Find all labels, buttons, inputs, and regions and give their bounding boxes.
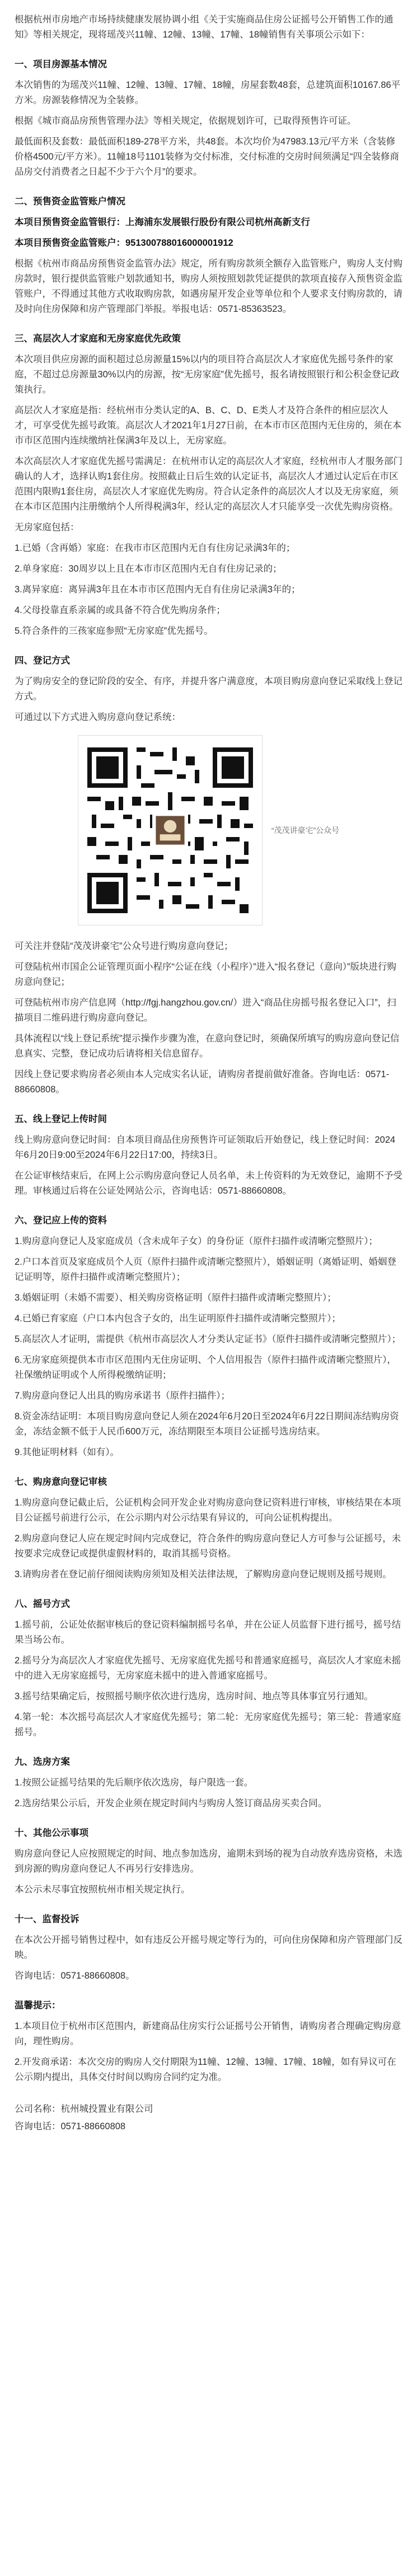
section-6-list-item: 2.户口本首页及家庭成员个人页（原件扫描件或清晰完整照片），婚姻证明（离婚证明、婚姻登记证明等，原件扫描件或清晰完整照片）； (15, 1257, 397, 1282)
section-2-paragraph: 根据《杭州市商品房预售资金监管办法》规定，所有购房款须全额存入监管账户，购房人支付购房款时，银行提供监管账户划款通知书，购房人须按照划款凭证提供的款项直接存入预售资金监管账户，不得通过其他方式收取购房款，如遇房屋开发企业等单位和个人要求支付购房款的，请及时向住房保障和房产管理部门举报。举报电话：0571-85363523。 (15, 259, 402, 314)
section-3-paragraph: 本次项目供应房源的面积超过总房源量15%以内的项目符合高层次人才家庭优先摇号条件的家庭，不超过总房源量30%以内的房源，按“无房家庭”优先摇号，报名请按照银行和公积金登记政策执行。 (15, 354, 400, 395)
intro-paragraph: 根据杭州市房地产市场持续健康发展协调小组《关于实施商品住房公证摇号公开销售工作的通知》等相关规定，现将瑶茂兴11幢、12幢、13幢、17幢、18幢销售有关事项公示如下： (15, 15, 393, 40)
section-3-list-item: 2.单身家庭：30周岁以上且在本市市区范围内无自有住房记录的； (15, 564, 282, 574)
section-3-paragraph: 本次高层次人才家庭优先摇号需满足：在杭州市认定的高层次人才家庭，经杭州市人才服务部门确认的人才，选择认购1套住房。按照截止日后生效的认定证书，高层次人才通过认定后在市区范围内限购1套住房，高层次人才家庭优先购房。符合认定条件的高层次人才以及无房家庭，须在本市区范围内注册缴纳个人所得税满3年，经认定的高层次人才只能享受一次优先购房资格。 (15, 456, 402, 512)
contact-phone[interactable]: 咨询电话：0571-88660808 (15, 2121, 126, 2131)
section-4-paragraph: 可通过以下方式进入购房意向登记系统： (15, 712, 181, 722)
section-6-list-item: 5.高层次人才证明，需提供《杭州市高层次人才分类认定证书》（原件扫描件或清晰完整照片）； (15, 1334, 401, 1344)
section-6-list-item: 7.购房意向登记人出具的购房承诺书（原件扫描件）； (15, 1391, 231, 1401)
section-1-paragraph: 本次销售的为瑶茂兴11幢、12幢、13幢、17幢、18幢，房屋套数48套，总建筑面积10167.86平方米。房源装修情况为全装修。 (15, 80, 401, 105)
section-8-list-item: 3.摇号结果确定后，按照摇号顺序依次进行选房，选房时间、地点等具体事宜另行通知。 (15, 1691, 373, 1701)
section-3-list-item: 1.已婚（含再婚）家庭：在我市市区范围内无自有住房记录满3年的； (15, 543, 296, 553)
section-3-paragraph: 无房家庭包括： (15, 522, 79, 532)
section-4-paragraph: 为了购房安全的登记阶段的安全、有序，并提升客户满意度，本项目购房意向登记采取线上登记方式。 (15, 676, 402, 702)
section-3-list-item: 4.父母投靠直系亲属的或具备不符合优先购房条件； (15, 605, 226, 615)
company-name: 公司名称：杭州城投置业有限公司 (15, 2104, 153, 2114)
section-4-paragraph: 可关注并登陆“茂茂讲豪宅”公众号进行购房意向登记； (15, 941, 233, 951)
section-11-title: 十一、监督投诉 (15, 1914, 79, 1924)
section-5-paragraph: 线上购房意向登记时间：自本项目商品住房预售许可证领取后开始登记，线上登记时间：2024年6月20日9:00至2024年6月22日17:00，持续3日。 (15, 1135, 396, 1160)
section-10-paragraph: 购房意向登记人应按照规定的时间、地点参加选房，逾期未到场的视为自动放弃选房资格，未选到房源的购房意向登记人不再另行安排选房。 (15, 1849, 402, 1874)
section-8-list-item: 2.摇号分为高层次人才家庭优先摇号、无房家庭优先摇号和普通家庭摇号，高层次人才家庭未摇中的进入无房家庭摇号，无房家庭未摇中的进入普通家庭摇号。 (15, 1656, 401, 1681)
supervision-bank: 本项目预售资金监管银行：上海浦东发展银行股份有限公司杭州高新支行 (15, 217, 310, 227)
notice-paragraph: 1.本项目位于杭州市区范围内，新建商品住房实行公证摇号公开销售，请购房者合理确定购房意向，理性购房。 (15, 2021, 401, 2046)
section-10-title: 十、其他公示事项 (15, 1828, 88, 1838)
section-9-title: 九、选房方案 (15, 1757, 70, 1767)
section-1-paragraph: 根据《城市商品房预售管理办法》等相关规定，依据规划许可，已取得预售许可证。 (15, 116, 357, 126)
section-3-list-item: 5.符合条件的三孩家庭参照“无房家庭”优先摇号。 (15, 626, 213, 636)
section-9-list-item: 1.按照公证摇号结果的先后顺序依次选房，每户限选一套。 (15, 1778, 254, 1788)
section-9-list-item: 2.选房结果公示后，开发企业须在规定时间内与购房人签订商品房买卖合同。 (15, 1798, 327, 1808)
section-6-list-item: 3.婚姻证明（未婚不需要）、相关购房资格证明（原件扫描件或清晰完整照片）； (15, 1293, 336, 1303)
section-6-list-item: 8.资金冻结证明：本项目购房意向登记人须在2024年6月20日至2024年6月22日期间冻结购房资金，冻结金额不低于人民币600万元，冻结期限至本项目公证摇号选房结束。 (15, 1411, 399, 1437)
section-4-paragraph: 具体流程以“线上登记系统”提示操作步骤为准，在意向登记时，须确保所填写的购房意向登记信息真实、完整，登记成功后请将相关信息留存。 (15, 1034, 400, 1059)
section-6-list-item: 1.购房意向登记人及家庭成员（含未成年子女）的身份证（原件扫描件或清晰完整照片）； (15, 1236, 378, 1246)
section-4-title: 四、登记方式 (15, 656, 70, 666)
section-5-paragraph: 在公证审核结束后，在网上公示购房意向登记人员名单，未上传资料的为无效登记，逾期不予受理。审核通过后将在公证处网站公示，咨询电话：0571-88660808。 (15, 1171, 402, 1196)
section-3-list-item: 3.离异家庭：离异满3年且在本市市区范围内无自有住房记录满3年的； (15, 585, 301, 595)
section-5-title: 五、线上登记上传时间 (15, 1114, 107, 1124)
notice-title: 温馨提示： (15, 2000, 61, 2011)
supervision-account: 本项目预售资金监管账户：951300788016000001912 (15, 238, 233, 248)
qr-code-image[interactable] (78, 735, 263, 925)
section-3-paragraph: 高层次人才家庭是指：经杭州市分类认定的A、B、C、D、E类人才及符合条件的相应层次人才，可享受优先摇号政策。高层次人才2021年1月27日前，在本市市区范围内无住房的，须在本市市区范围内连续缴纳社保满3年及以上，无房家庭。 (15, 405, 402, 446)
section-6-title: 六、登记应上传的资料 (15, 1215, 107, 1226)
section-8-title: 八、摇号方式 (15, 1599, 70, 1609)
section-3-title: 三、高层次人才家庭和无房家庭优先政策 (15, 334, 181, 344)
section-6-list-item: 4.已婚已育家庭（户口本内包含子女的，出生证明原件扫描件或清晰完整照片）； (15, 1313, 341, 1324)
notice-paragraph: 2.开发商承诺：本次交房的购房人交付期限为11幢、12幢、13幢、17幢、18幢，如有异议可在公示期内提出，具体交付时间以购房合同约定为准。 (15, 2057, 396, 2082)
section-1-title: 一、项目房源基本情况 (15, 59, 107, 69)
footer (15, 2102, 402, 2134)
section-10-paragraph: 本公示未尽事宜按照杭州市相关规定执行。 (15, 1885, 190, 1895)
section-2-title: 二、预售资金监管账户情况 (15, 197, 125, 207)
section-4-paragraph: 因线上登记要求购房者必须由本人完成实名认证，请购房者提前做好准备。咨询电话：0571-88660808。 (15, 1069, 390, 1095)
section-6-list-item: 6.无房家庭须提供本市市区范围内无住房证明、个人信用报告（原件扫描件或清晰完整照片），社保缴纳证明或个人所得税缴纳证明； (15, 1355, 397, 1380)
qr-caption: “茂茂讲豪宅”公众号 (271, 825, 340, 835)
section-11-paragraph: 在本次公开摇号销售过程中，如有违反公开摇号规定等行为的，可向住房保障和房产管理部门反映。 (15, 1935, 402, 1960)
qr-code-icon (78, 736, 262, 925)
section-8-list-item: 4.第一轮：本次摇号高层次人才家庭优先摇号；第二轮：无房家庭优先摇号；第三轮：普通家庭摇号。 (15, 1712, 401, 1737)
qr-block (15, 735, 402, 925)
section-7-list-item: 1.购房意向登记截止后，公证机构会同开发企业对购房意向登记资料进行审核，审核结果在本项目公证摇号前进行公示，在公示期内对公示结果有异议的，可向公证机构提出。 (15, 1498, 401, 1523)
section-7-list-item: 3.请购房者在登记前仔细阅读购房须知及相关法律法规，了解购房意向登记规则及摇号规则。 (15, 1569, 392, 1579)
section-11-paragraph: 咨询电话：0571-88660808。 (15, 1971, 135, 1981)
section-7-title: 七、购房意向登记审核 (15, 1477, 107, 1487)
section-4-paragraph: 可登陆杭州市房产信息网（http://fgj.hangzhou.gov.cn/）进入“商品住房摇号报名登记入口”，扫描项目二维码进行购房意向登记。 (15, 998, 396, 1023)
section-8-list-item: 1.摇号前，公证处依据审核后的登记资料编制摇号名单，并在公证人员监督下进行摇号，摇号结果当场公布。 (15, 1620, 401, 1645)
section-4-paragraph: 可登陆杭州市国企公证管理页面小程序“公证在线（小程序）”进入“报名登记（意向）”版块进行购房意向登记； (15, 962, 396, 987)
section-7-list-item: 2.购房意向登记人应在规定时间内完成登记，符合条件的购房意向登记人方可参与公证摇号，未按要求完成登记或提供虚假材料的，取消其摇号资格。 (15, 1534, 401, 1559)
section-6-list-item: 9.其他证明材料（如有）。 (15, 1447, 120, 1457)
section-1-paragraph: 最低面积及套数：最低面积189-278平方米，共48套。本次均价为47983.13元/平方米（含装修价格4500元/平方米）。11幢18号1101装修为交付标准，交付标准的交房时间须满足“四全装修商品房交付消费者之日起不少于六个月”的要求。 (15, 137, 399, 177)
